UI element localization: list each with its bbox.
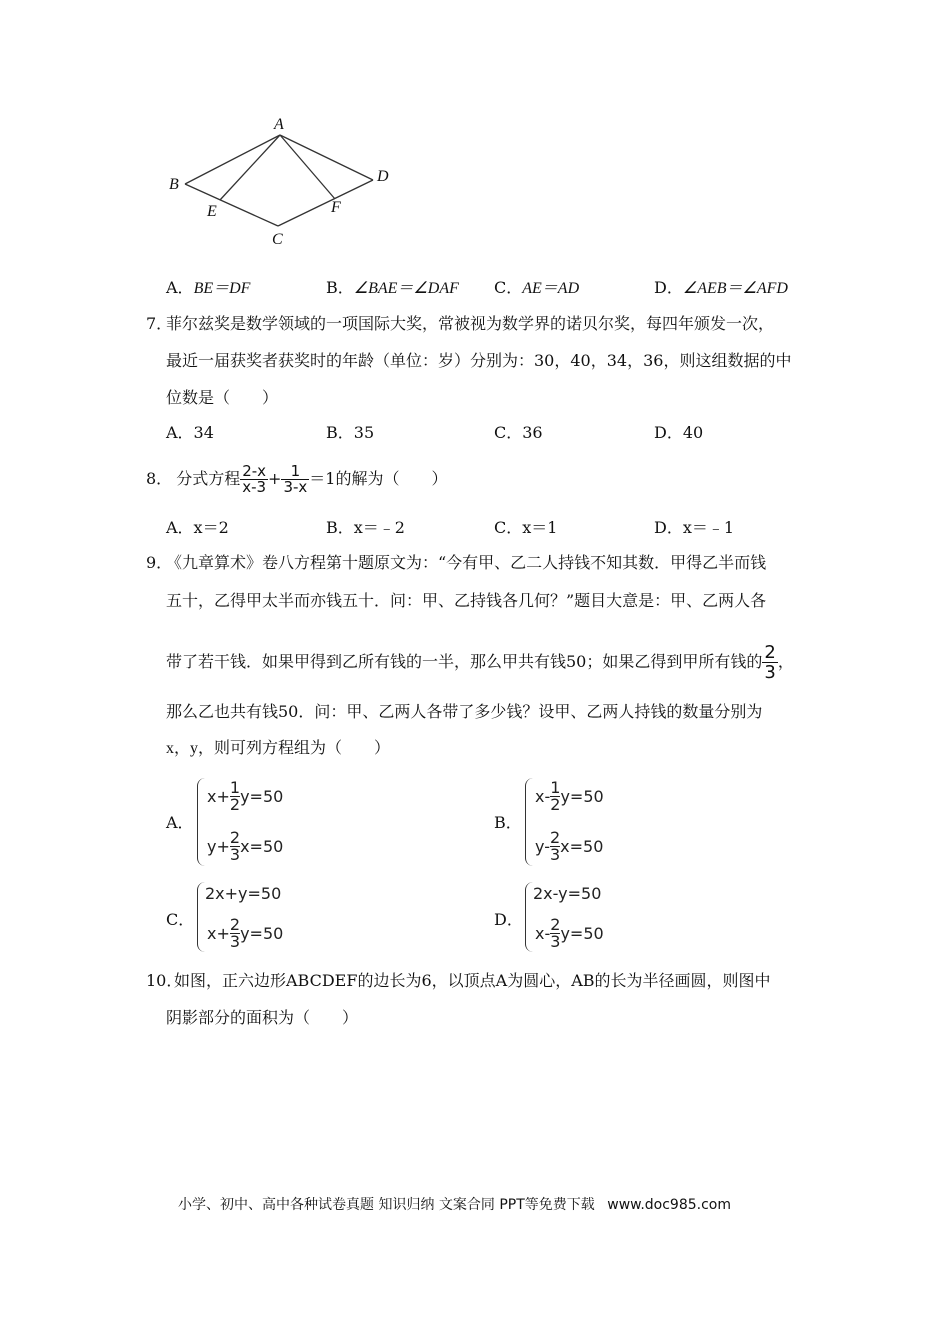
page-footer: [178, 1194, 731, 1214]
q8-prefix: 分式方程: [176, 469, 241, 488]
q9-d-eq2-pre: x-: [535, 923, 551, 943]
segment-ab: [185, 135, 280, 184]
q8-fraction-1: [240, 461, 268, 496]
q10-line-2: 阴影部分的面积为（ ）: [166, 1008, 359, 1027]
q8-fraction-1-denominator: x-3: [242, 477, 267, 496]
footer-url[interactable]: www.doc985.com: [607, 1197, 731, 1213]
q6-option-d-text: ∠AEB＝∠AFD: [682, 280, 788, 297]
q9-option-a-brace: [197, 778, 206, 866]
q6-option-b-text: ∠BAE＝∠DAF: [353, 280, 459, 297]
q6-option-b-letter: B．: [326, 278, 354, 297]
q9-c-eq2-den: 3: [229, 931, 241, 951]
q9-b-eq1-num: 1: [550, 777, 561, 797]
q9-option-b-letter[interactable]: B．: [494, 813, 522, 832]
q9-b-eq2-num: 2: [549, 827, 561, 847]
q9-a-eq1-post: y=50: [240, 786, 284, 806]
q9-fraction-numerator: 2: [764, 641, 776, 663]
q9-a-eq2-num: 2: [229, 827, 241, 847]
q9-option-a-equation-2: [207, 828, 283, 864]
segment-ad: [280, 135, 373, 180]
q6-option-d-letter: D．: [654, 278, 683, 297]
q9-option-a-equation-1: [207, 778, 283, 814]
q7-line-3: 位数是（ ）: [166, 388, 279, 407]
q6-option-d[interactable]: [654, 278, 788, 299]
q8-option-a[interactable]: A．x＝2: [166, 518, 229, 537]
q9-option-d-equation-2: [535, 915, 604, 951]
q9-a-eq2-den: 3: [229, 844, 241, 864]
q6-option-a[interactable]: [166, 278, 250, 299]
q7-line-1: 菲尔兹奖是数学领域的一项国际大奖，常被视为数学界的诺贝尔奖，每四年颁发一次，: [166, 314, 775, 333]
q8-fraction-2: [281, 461, 309, 496]
q9-b-eq1-post: y=50: [560, 786, 604, 806]
q7-option-d[interactable]: D．40: [654, 423, 704, 442]
q9-line-3-end: ，: [777, 652, 794, 671]
segment-af: [280, 135, 335, 199]
q9-a-eq1-pre: x+: [207, 786, 230, 806]
q9-line-4: 那么乙也共有钱50．问：甲、乙两人各带了多少钱？设甲、乙两人持钱的数量分别为: [166, 702, 763, 721]
q9-c-eq2-post: y=50: [240, 923, 284, 943]
q9-d-eq2-post: y=50: [560, 923, 604, 943]
q6-option-c[interactable]: [494, 278, 579, 299]
q10-number: 10．: [146, 971, 183, 990]
vertex-label-d: D: [377, 168, 389, 185]
q8-option-c[interactable]: C．x＝1: [494, 518, 558, 537]
q9-b-eq2-den: 3: [549, 844, 561, 864]
q8-number: 8．: [146, 469, 173, 488]
q9-option-b-equation-2: [535, 828, 603, 864]
vertex-label-a: A: [274, 116, 284, 133]
q9-c-eq2-fraction: [229, 914, 241, 951]
q6-option-c-letter: C．: [494, 278, 523, 297]
q6-option-a-text: BE＝DF: [193, 280, 251, 297]
q9-c-eq2-num: 2: [229, 914, 241, 934]
q8-fraction-2-numerator: 1: [281, 464, 309, 480]
q7-option-c[interactable]: C．36: [494, 423, 543, 442]
q7-option-a[interactable]: A．34: [166, 423, 214, 442]
q9-option-a-letter[interactable]: A．: [166, 813, 194, 832]
footer-text: 小学、初中、高中各种试卷真题 知识归纳 文案合同 PPT等免费下载: [178, 1197, 595, 1213]
segment-bc: [185, 184, 278, 226]
q10-line-1: 如图，正六边形ABCDEF的边长为6，以顶点A为圆心，AB的长为半径画圆，则图中: [174, 971, 771, 990]
segment-dc: [278, 180, 373, 226]
q9-line-3-row: [166, 640, 794, 684]
q9-c-eq2-pre: x+: [207, 923, 230, 943]
vertex-label-c: C: [272, 231, 283, 248]
q9-option-c-equation-1: 2x+y=50: [205, 884, 282, 903]
q9-d-eq2-fraction: [550, 914, 561, 951]
q9-option-c-equation-2: [207, 915, 283, 951]
q9-option-b-brace: [525, 778, 534, 866]
q9-fraction: [762, 643, 777, 682]
q8-fraction-1-numerator: 2-x: [242, 461, 267, 480]
q9-d-eq2-num: 2: [550, 914, 561, 934]
q9-d-eq2-den: 3: [550, 931, 561, 951]
q9-b-eq2-pre: y-: [535, 836, 550, 856]
q7-number: 7．: [146, 314, 173, 333]
q7-option-b[interactable]: B．35: [326, 423, 375, 442]
q8-option-d[interactable]: D．x＝﹣1: [654, 518, 735, 537]
q8-option-b[interactable]: B．x＝﹣2: [326, 518, 405, 537]
q9-option-d-letter[interactable]: D．: [494, 910, 523, 929]
segment-ae: [220, 135, 280, 200]
q9-option-b-equation-1: [535, 778, 604, 814]
q6-option-b[interactable]: [326, 278, 459, 299]
q9-line-5: x，y，则可列方程组为（ ）: [166, 740, 391, 757]
vertex-label-b: B: [169, 176, 179, 193]
q9-fraction-denominator: 3: [764, 661, 776, 683]
q9-a-eq1-num: 1: [229, 777, 241, 797]
q9-line-2: 五十，乙得甲太半而亦钱五十．问：甲、乙持钱各几何？”题目大意是：甲、乙两人各: [166, 591, 767, 610]
q9-b-eq2-post: x=50: [560, 836, 604, 856]
q7-line-2: 最近一届获奖者获奖时的年龄（单位：岁）分别为：30，40，34，36，则这组数据的中: [166, 351, 792, 370]
q9-option-c-letter[interactable]: C．: [166, 910, 195, 929]
q8-stem: [146, 456, 447, 502]
q9-a-eq2-post: x=50: [240, 836, 284, 856]
q8-plus: +: [268, 469, 282, 488]
q9-b-eq1-pre: x-: [535, 786, 551, 806]
q8-fraction-2-denominator: 3-x: [283, 477, 308, 496]
q9-number: 9．: [146, 553, 173, 572]
vertex-label-e: E: [207, 203, 217, 220]
q9-b-eq1-den: 2: [550, 794, 561, 814]
q9-a-eq1-den: 2: [229, 794, 241, 814]
q9-a-eq1-fraction: [229, 777, 241, 814]
q9-b-eq1-fraction: [550, 777, 561, 814]
q9-line-3: 带了若干钱．如果甲得到乙所有钱的一半，那么甲共有钱50；如果乙得到甲所有钱的: [166, 652, 763, 671]
q9-line-1: 《九章算术》卷八方程第十题原文为：“今有甲、乙二人持钱不知其数．甲得乙半而钱: [166, 553, 767, 572]
q9-a-eq2-fraction: [229, 827, 241, 864]
q6-option-a-letter: A．: [166, 278, 194, 297]
vertex-label-f: F: [331, 199, 341, 216]
q9-b-eq2-fraction: [549, 827, 561, 864]
q8-suffix: ＝1的解为（ ）: [309, 469, 448, 488]
q6-option-c-text: AE＝AD: [522, 280, 580, 297]
q9-a-eq2-pre: y+: [207, 836, 230, 856]
q9-option-d-equation-1: 2x-y=50: [533, 884, 602, 903]
